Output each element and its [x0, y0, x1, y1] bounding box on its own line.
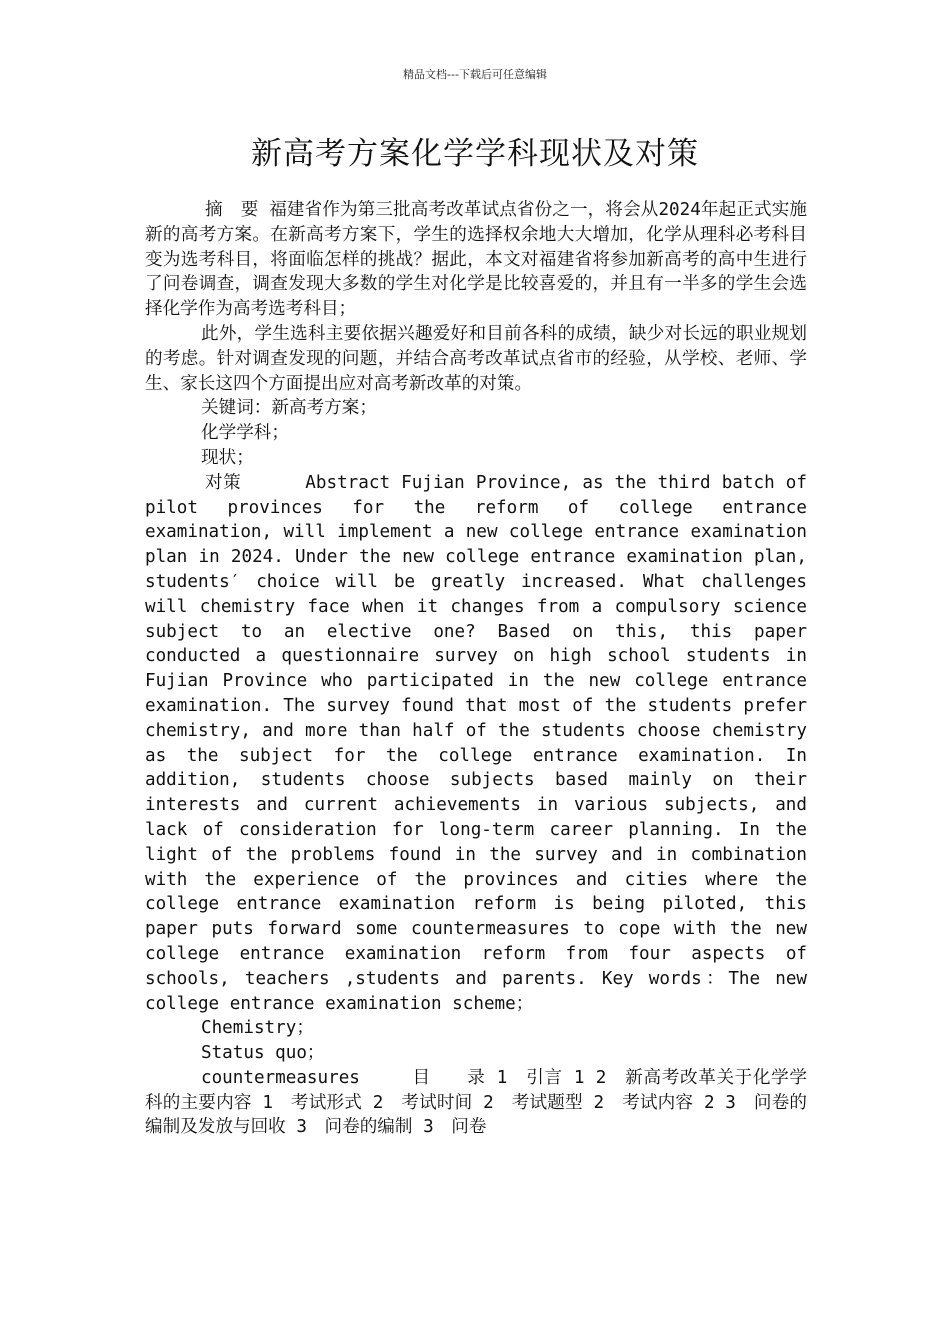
abstract-cn-paragraph	[145, 198, 807, 322]
keywords-cn-line-1: 关键词：新高考方案；	[201, 398, 377, 419]
abstract-en-paragraph	[145, 471, 807, 1017]
abstract-label-1: 摘	[205, 200, 223, 220]
keywords-cn-line-2: 化学学科；	[201, 423, 289, 444]
toc-paragraph	[145, 1066, 807, 1140]
header-note: 精品文档---下载后可任意编辑	[403, 68, 547, 81]
keywords-en-line-1: Chemistry；	[201, 1018, 314, 1039]
abstract-cn-text: 福建省作为第三批高考改革试点省份之一，将会从2024年起正式实施新的高考方案。在新高考方案下，学生的选择权余地大大增加，化学从理科必考科目变为选考科目，将面临怎样的挑战？据此，本文对福建省将参加新高考的高中生进行了问卷调查，调查发现大多数的学生对化学是比较喜爱的，并且有一半多的学生会选择化学作为高考选考科目；	[145, 200, 807, 320]
abstract-cn-paragraph-2: 此外，学生选科主要依据兴趣爱好和目前各科的成绩，缺少对长远的职业规划的考虑。针对调查发现的问题，并结合高考改革试点省市的经验，从学校、老师、学生、家长这四个方面提出应对高考新改革的对策。	[145, 323, 807, 394]
abstract-en-text: Abstract Fujian Province, as the third batch of pilot provinces for the reform of college entrance examination, will implement a new college entrance examination plan in 2024. Under the new college entrance examination plan, students′ choice will be greatly increased. What challenges will chemistry face when it changes from a compulsory science subject to an elective one? Based on this, this paper conducted a questionnaire survey on high school students in Fujian Province who participated in the new college entrance examination. The survey found that most of the students prefer chemistry, and more than half of the students choose chemistry as the subject for the college entrance examination. In addition, students choose subjects based mainly on their interests and current achievements in various subjects, and lack of consideration for long-term career planning. In the light of the problems found in the survey and in combination with the experience of the provinces and cities where the college entrance examination reform is being piloted, this paper puts forward some countermeasures to cope with the new college entrance examination reform from four aspects of schools, teachers ,students and parents. Key words：The new college entrance examination scheme；	[145, 472, 807, 1014]
keywords-cn-line-4: 对策	[205, 472, 242, 493]
table-of-contents: 目 录 1 引言 1 2 新高考改革关于化学学科的主要内容 1 考试形式 2 考试时间 2 考试题型 2 考试内容 2 3 问卷的编制及发放与回收 3 问卷的编制 3 问卷	[145, 1067, 807, 1138]
abstract-label-2: 要	[240, 200, 259, 220]
keywords-en-line-2: Status quo；	[201, 1043, 325, 1064]
document-body	[145, 198, 807, 1140]
document-title: 新高考方案化学学科现状及对策	[251, 136, 699, 172]
keywords-cn-line-3: 现状；	[201, 447, 254, 468]
keywords-en-line-3: countermeasures	[201, 1067, 360, 1088]
